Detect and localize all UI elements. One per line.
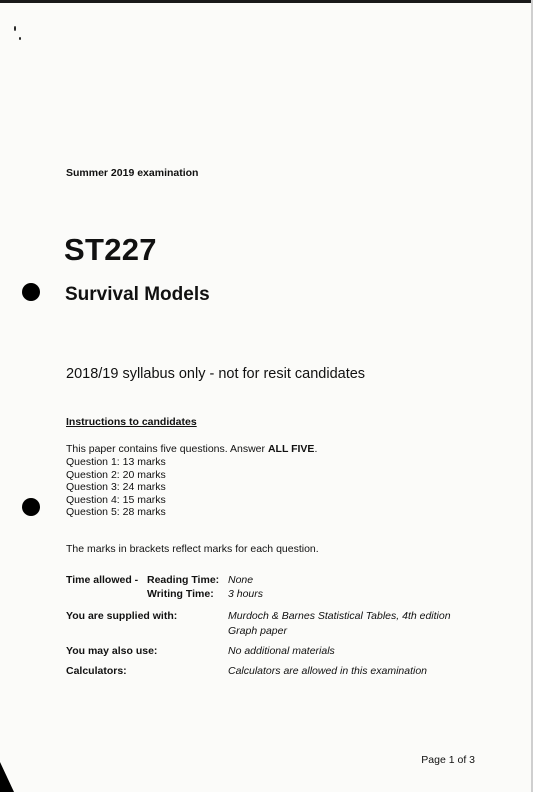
instructions-heading: Instructions to candidates — [66, 416, 197, 428]
question-item: Question 3: 24 marks — [66, 481, 166, 494]
question-marks-list — [66, 456, 166, 519]
scan-top-edge — [0, 0, 533, 3]
calculators-label: Calculators: — [66, 665, 127, 677]
intro-emphasis: ALL FIVE — [267, 443, 315, 455]
course-code: ST227 — [64, 232, 157, 267]
scan-speck — [19, 37, 21, 40]
intro-text: This paper contains five questions. Answer — [66, 443, 268, 455]
may-use-value: No additional materials — [228, 645, 335, 657]
instructions-intro — [66, 443, 317, 455]
may-use-label: You may also use: — [66, 645, 158, 657]
supplied-label: You are supplied with: — [66, 610, 178, 622]
scan-corner-shadow — [0, 762, 14, 792]
time-allowed-label: Time allowed - — [66, 574, 139, 586]
question-item: Question 5: 28 marks — [66, 506, 166, 519]
exam-session: Summer 2019 examination — [66, 167, 199, 179]
punch-hole-bottom — [22, 498, 40, 516]
supplied-value-graph-paper: Graph paper — [228, 625, 287, 637]
supplied-value-tables: Murdoch & Barnes Statistical Tables, 4th edition — [228, 610, 451, 622]
punch-hole-top — [22, 283, 40, 301]
question-item: Question 4: 15 marks — [66, 493, 166, 506]
reading-time-value: None — [228, 574, 254, 586]
writing-time-value: 3 hours — [228, 588, 264, 600]
course-title: Survival Models — [65, 284, 210, 305]
question-item: Question 1: 13 marks — [66, 456, 166, 468]
calculators-value: Calculators are allowed in this examination — [228, 665, 428, 677]
reading-time-label: Reading Time: — [147, 574, 220, 586]
marks-note: The marks in brackets reflect marks for each question. — [66, 543, 319, 555]
writing-time-label: Writing Time: — [147, 588, 214, 600]
intro-period: . — [314, 443, 318, 455]
syllabus-note: 2018/19 syllabus only - not for resit candidates — [66, 366, 366, 382]
scan-speck — [14, 26, 16, 31]
page-number: Page 1 of 3 — [421, 754, 475, 766]
question-item: Question 2: 20 marks — [66, 468, 166, 481]
